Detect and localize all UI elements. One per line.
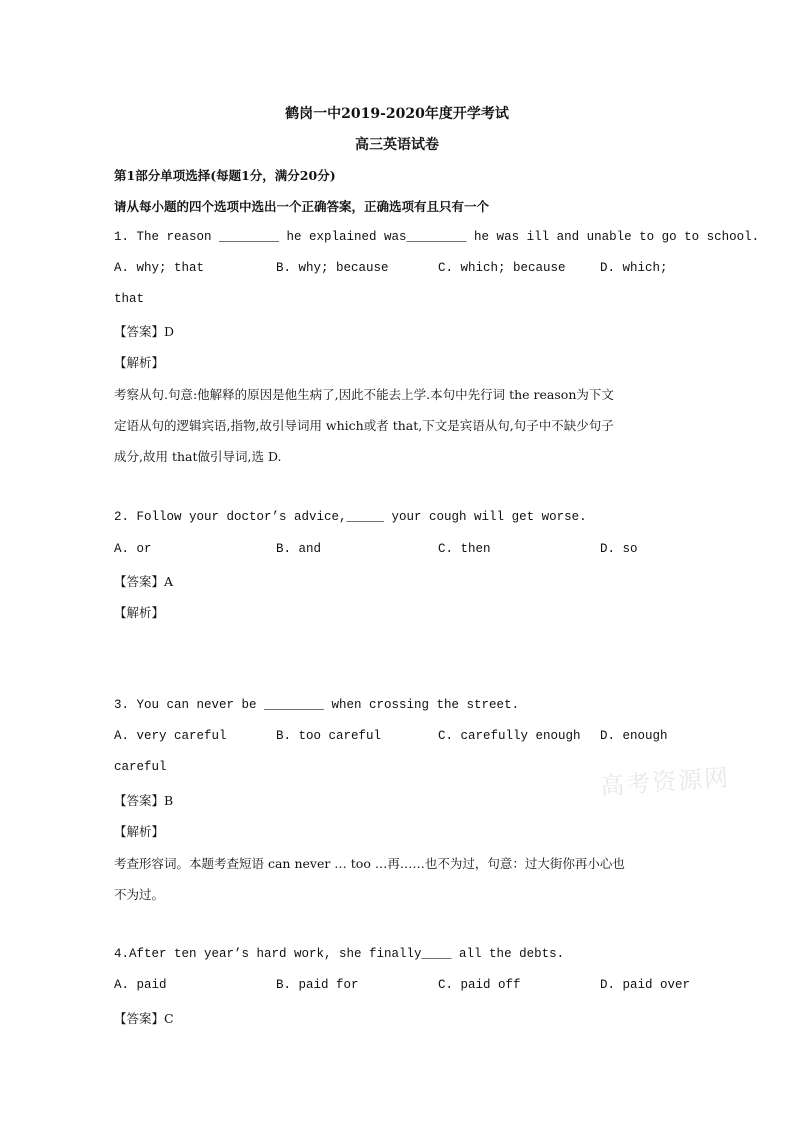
question-1-option-b: B. why; because [276, 261, 389, 275]
question-3-answer: 【答案】B [114, 793, 174, 808]
question-3-option-b: B. too careful [276, 729, 382, 743]
exam-title: 鹤岗一中2019-2020年度开学考试 [285, 106, 509, 122]
exam-subtitle: 高三英语试卷 [355, 137, 439, 153]
question-3-analysis-line-1: 考查形容词。本题考查短语 can never … too …再……也不为过，句意：过大街你再小心也 [114, 856, 625, 871]
question-4-option-d: D. paid over [600, 978, 691, 992]
question-1-option-d: D. which; [600, 261, 668, 275]
watermark: 高考资源网 [599, 763, 731, 801]
question-3-option-c: C. carefully enough [438, 729, 581, 743]
section-heading: 第1部分单项选择(每题1分，满分20分) [114, 168, 336, 183]
question-1-option-c: C. which; because [438, 261, 566, 275]
question-1-stem: 1. The reason ________ he explained was________ he was ill and unable to go to school. [114, 230, 760, 244]
question-1-analysis-line-1: 考察从句.句意:他解释的原因是他生病了,因此不能去上学.本句中先行词 the reason为下文 [114, 387, 614, 402]
question-3-option-a: A. very careful [114, 729, 227, 743]
question-4-option-a: A. paid [114, 978, 167, 992]
question-2-analysis-label: 【解析】 [114, 605, 165, 620]
question-4-answer: 【答案】C [114, 1011, 174, 1026]
question-1-option-a: A. why; that [114, 261, 205, 275]
question-1-option-wrap: that [114, 292, 145, 306]
question-2-option-a: A. or [114, 542, 152, 556]
question-2-stem: 2. Follow your doctor’s advice,_____ your cough will get worse. [114, 510, 587, 524]
question-3-option-d: D. enough [600, 729, 668, 743]
question-2-option-d: D. so [600, 542, 638, 556]
question-3-analysis-label: 【解析】 [114, 824, 165, 839]
question-1-analysis-label: 【解析】 [114, 355, 165, 370]
question-4-option-b: B. paid for [276, 978, 359, 992]
section-instruction: 请从每小题的四个选项中选出一个正确答案，正确选项有且只有一个 [114, 199, 490, 214]
question-2-option-b: B. and [276, 542, 322, 556]
question-3-stem: 3. You can never be ________ when crossing the street. [114, 698, 520, 712]
question-3-analysis-line-2: 不为过。 [114, 887, 165, 902]
question-4-option-c: C. paid off [438, 978, 521, 992]
question-1-answer: 【答案】D [114, 324, 175, 339]
question-1-analysis-line-2: 定语从句的逻辑宾语,指物,故引导词用 which或者 that,下文是宾语从句,句子中不缺少句子 [114, 418, 614, 433]
question-4-stem: 4.After ten year’s hard work, she finally____ all the debts. [114, 947, 565, 961]
question-3-option-wrap: careful [114, 760, 167, 774]
question-2-answer: 【答案】A [114, 574, 174, 589]
question-2-option-c: C. then [438, 542, 491, 556]
question-1-analysis-line-3: 成分,故用 that做引导词,选 D. [114, 449, 282, 464]
